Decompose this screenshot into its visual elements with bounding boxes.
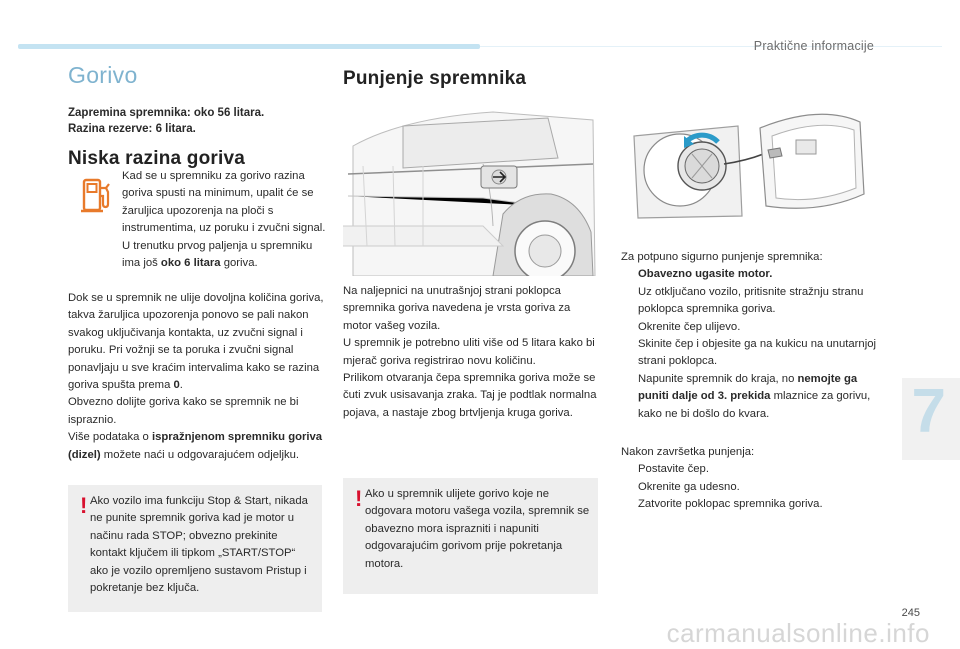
low-level-heading: Niska razina goriva [68,148,245,169]
section-title: Praktične informacije [753,39,874,53]
step-text-end: mlaznice za gorivu, kako ne bi došlo do kvara. [638,390,871,420]
fuel-pump-icon [80,176,114,216]
step-text-bold: nemojte ga puniti dalje od 3. prekida [638,372,858,403]
steps-list [621,266,881,423]
list-item [621,371,881,423]
step-text: Postavite čep. [638,463,709,476]
para-text: Dok se u spremnik ne ulije dovoljna količina goriva, takva žaruljica upozorenja ponovo se pali nakon svakog uključivanja kontakta, uz zvučni signal i poruku. Pri vožnji se ta poruka i zvučni signal ponavljaju u sve kraćim intervalima kako se razina goriva spušta prema [68,292,324,392]
low-fuel-text-main: Kad se u spremniku za gorivo razina goriva spusti na minimum, upalit će se žaruljica upozorenja na ploči s instrumentima, uz poruku i zvučni signal. U trenutku prvog paljenja u spremniku ima još [122,170,326,270]
list-item [621,336,881,371]
label-info-text: Na naljepnici na unutrašnjoj strani poklopca spremnika goriva navedena je vrsta goriva za motor vašeg vozila. [343,285,571,332]
minimum-amount-text: U spremnik je potrebno uliti više od 5 litara kako bi mjerač goriva registrirao novu količinu. [343,337,595,367]
step-text: Skinite čep i objesite ga na kukicu na unutarnjoj strani poklopca. [638,338,877,368]
para-dot: . [179,379,183,392]
list-item [621,284,881,319]
para-more-bold: ispražnjenom spremniku goriva (dizel) [68,431,323,461]
steps-intro: Za potpuno sigurno punjenje spremnika: [621,251,823,263]
list-item [621,319,881,336]
stop-start-warning-text: Ako vozilo ima funkciju Stop & Start, nikada ne punite spremnik goriva kad je motor u načinu rada STOP; obvezno prekinite kontakt ključem ili tipkom „START/STOP“ ako je vozilo opremljeno sustavom Pristup i pokretanje bez ključa. [90,495,308,595]
wrong-fuel-warning [343,478,598,594]
after-refuel-steps [621,444,881,514]
list-item [621,461,881,478]
step-text: Okrenite čep ulijevo. [638,320,741,333]
list-item [621,496,881,513]
page-title: Gorivo [68,62,138,88]
low-fuel-text-bold: oko 6 litara [160,257,221,270]
step-text: Obavezno ugasite motor. [638,268,773,281]
capacity-line: Zapremina spremnika: oko 56 litara. [68,107,265,119]
para-more: Više podataka o [68,431,152,444]
para-more-end: možete naći u odgovarajućem odjeljku. [100,448,300,461]
page-number: 245 [901,607,920,619]
step-text: Zatvorite poklopac spremnika goriva. [638,498,823,511]
chapter-number: 7 [911,377,946,446]
watermark: carmanualsonline.info [666,618,930,648]
left-column [68,62,328,170]
vacuum-sound-text: Prilikom otvaranja čepa spremnika goriva može se čuti zvuk usisavanja zraka. Taj je podtlak normalna pojava, a nastaje zbog brtvljenja kruga goriva. [343,372,597,419]
wrong-fuel-warning-text: Ako u spremnik ulijete gorivo koje ne odgovara motoru vašega vozila, spremnik se obavezno mora isprazniti i napuniti odgovarajućim gorivom prije pokretanja motora. [365,488,590,570]
refuel-steps [621,249,881,423]
list-item [621,479,881,496]
after-intro: Nakon završetka punjenja: [621,446,755,458]
para-zero: 0 [173,379,180,392]
refuel-heading: Punjenje spremnika [343,68,527,89]
after-steps-list [621,461,881,513]
list-item [621,266,881,283]
low-fuel-text [122,168,332,272]
para-refill: Obvezno dolijte goriva kako se spremnik ne bi isprazni [68,396,299,426]
reserve-line: Razina rezerve: 6 litara. [68,123,196,135]
car-fuel-flap-illustration [343,106,597,276]
top-accent-bar [18,44,480,49]
capacity-info [68,105,328,137]
stop-start-warning [68,485,322,612]
step-text: Okrenite ga udesno. [638,480,740,493]
para-refill-tail: o. [106,413,117,426]
low-fuel-paragraph [68,290,326,464]
refuel-paragraphs [343,283,599,422]
warning-exclamation-icon: ! [80,493,88,518]
step-text: Napunite spremnik do kraja, no [638,372,798,385]
warning-exclamation-icon: ! [355,486,363,511]
step-text: Uz otključano vozilo, pritisnite stražnju stranu poklopca spremnika goriva. [638,285,864,316]
fuel-cap-illustration [620,106,868,221]
low-fuel-text-end: goriva. [220,257,258,270]
